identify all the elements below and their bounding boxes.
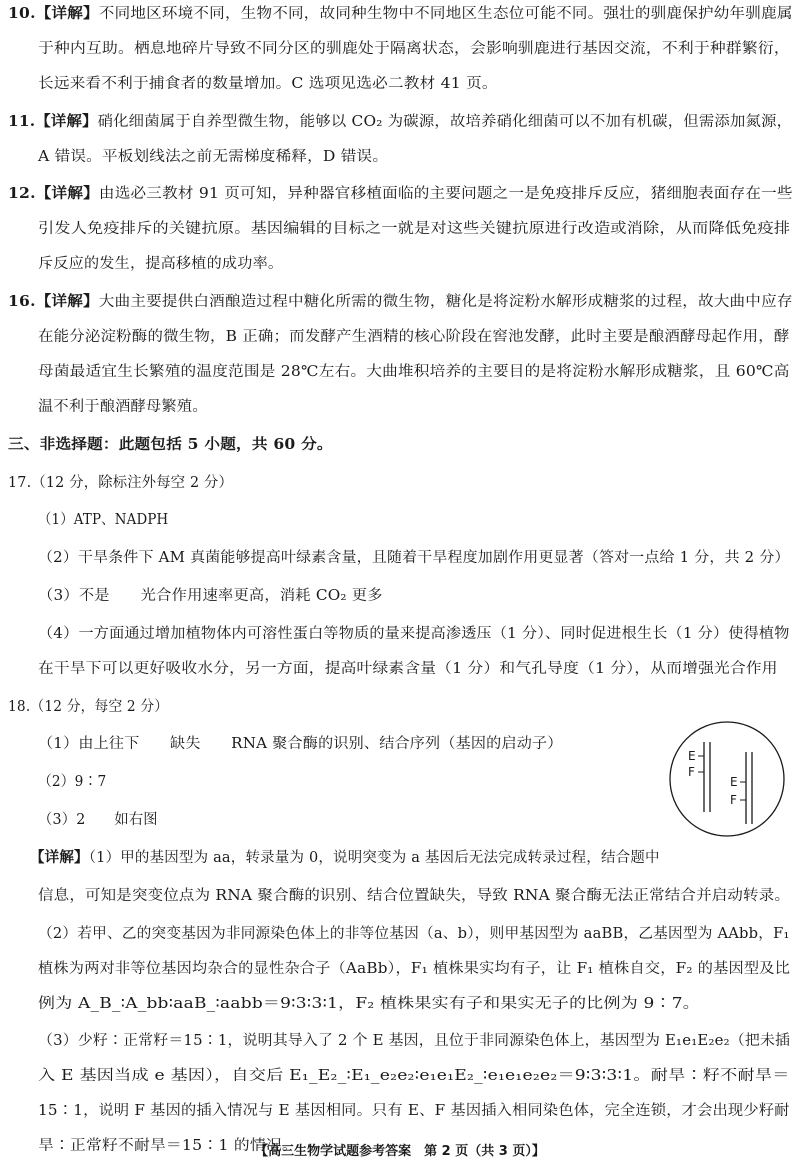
text-line: （3）不是 光合作用速率更高，消耗 CO₂ 更多 bbox=[38, 588, 383, 604]
chromosome-diagram bbox=[668, 720, 786, 838]
text-line: （3）2 如右图 bbox=[38, 812, 158, 828]
text-line: （4）一方面通过增加植物体内可溶性蛋白等物质的量来提高渗透压（1 分）、同时促进根生长（1 分）使得植物 bbox=[38, 626, 790, 642]
text-line: （1）由上往下 缺失 RNA 聚合酶的识别、结合序列（基因的启动子） bbox=[38, 736, 563, 752]
text-line: 例为 A_B_∶A_bb∶aaB_∶aabb＝9∶3∶3∶1，F₂ 植株果实有子和果实无子的比例为 9∶7。 bbox=[38, 996, 700, 1012]
text-line: 在干旱下可以更好吸收水分，另一方面，提高叶绿素含量（1 分）和气孔导度（1 分），从而增强光合作用 bbox=[38, 661, 778, 677]
text-line: 15∶1，说明 F 基因的插入情况与 E 基因相同。只有 E、F 基因插入相同染色体，完全连锁，才会出现少籽耐 bbox=[38, 1103, 790, 1119]
gene-label-e-2: E bbox=[730, 775, 738, 789]
explanation-tag: 12.【详解】 bbox=[8, 185, 99, 202]
explanation-tag: 16.【详解】 bbox=[8, 293, 99, 310]
text-line: 三、非选择题：此题包括 5 小题，共 60 分。 bbox=[8, 436, 333, 453]
text-line: 温不利于酿酒酵母繁殖。 bbox=[38, 399, 208, 415]
cell-outline bbox=[670, 722, 784, 836]
page-footer: 【高三生物学试题参考答案 第 2 页（共 3 页）】 bbox=[255, 1144, 545, 1159]
text-line: 长远来看不利于捕食者的数量增加。C 选项见选必二教材 41 页。 bbox=[38, 76, 498, 92]
explanation-text: 大曲主要提供白酒酿造过程中糖化所需的微生物，糖化是将淀粉水解形成糖浆的过程，故大曲中应存 bbox=[98, 294, 793, 310]
text-line bbox=[30, 848, 660, 868]
text-line: 引发人免疫排斥的关键抗原。基因编辑的目标之一就是对这些关键抗原进行改造或消除，从而降低免疫排 bbox=[38, 221, 791, 237]
text-line: 母菌最适宜生长繁殖的温度范围是 28℃左右。大曲堆积培养的主要目的是将淀粉水解形成糖浆，且 60℃高 bbox=[38, 364, 790, 380]
text-line: 信息，可知是突变位点为 RNA 聚合酶的识别、结合位置缺失，导致 RNA 聚合酶无法正常结合并启动转录。 bbox=[38, 888, 791, 904]
gene-label-f-2: F bbox=[730, 793, 737, 807]
explanation-text: 硝化细菌属于自养型微生物，能够以 CO₂ 为碳源，故培养硝化细菌可以不加有机碳，但需添加氮源， bbox=[97, 114, 793, 130]
text-line bbox=[8, 292, 793, 312]
text-line: （2）9∶7 bbox=[38, 774, 107, 790]
gene-label-f-1: F bbox=[688, 765, 695, 779]
text-line bbox=[8, 184, 793, 204]
explanation-text: 由选必三教材 91 页可知，异种器官移植面临的主要问题之一是免疫排斥反应，猪细胞表面存在一些 bbox=[98, 186, 793, 202]
text-line: 入 E 基因当成 e 基因），自交后 E₁_E₂_∶E₁_e₂e₂∶e₁e₁E₂_∶e₁e₁e₂e₂＝9∶3∶3∶1。耐旱∶籽不耐旱＝ bbox=[38, 1068, 790, 1084]
text-line: 17.（12 分，除标注外每空 2 分） bbox=[8, 475, 234, 491]
text-line: 植株为两对非等位基因均杂合的显性杂合子（AaBb），F₁ 植株果实均有子，让 F₁ 植株自交，F₂ 的基因型及比 bbox=[38, 961, 791, 977]
text-line: （2）若甲、乙的突变基因为非同源染色体上的非等位基因（a、b），则甲基因型为 aaBB，乙基因型为 AAbb，F₁ bbox=[38, 926, 790, 942]
text-line: （3）少籽∶正常籽＝15∶1，说明其导入了 2 个 E 基因，且位于非同源染色体上，基因型为 E₁e₁E₂e₂（把未插 bbox=[38, 1033, 791, 1049]
explanation-tag: 【详解】 bbox=[30, 849, 89, 866]
text-line: （1）ATP、NADPH bbox=[38, 512, 169, 528]
text-line bbox=[8, 112, 792, 132]
text-line bbox=[8, 4, 793, 24]
text-line: 在能分泌淀粉酶的微生物，B 正确；而发酵产生酒精的核心阶段在窖池发酵，此时主要是酿酒酵母起作用，酵 bbox=[38, 329, 790, 345]
text-line: 18.（12 分，每空 2 分） bbox=[8, 699, 169, 715]
text-line: 于种内互助。栖息地碎片导致不同分区的驯鹿处于隔离状态，会影响驯鹿进行基因交流，不利于种群繁衍， bbox=[38, 41, 790, 57]
text-line: 斥反应的发生，提高移植的成功率。 bbox=[38, 256, 284, 272]
explanation-tag: 10.【详解】 bbox=[8, 5, 99, 22]
gene-label-e-1: E bbox=[688, 749, 696, 763]
text-line: A 错误。平板划线法之前无需梯度稀释，D 错误。 bbox=[38, 149, 389, 165]
text-line: （2）干旱条件下 AM 真菌能够提高叶绿素含量，且随着干旱程度加剧作用更显著（答对一点给 1 分，共 2 分） bbox=[38, 550, 790, 566]
explanation-tag: 11.【详解】 bbox=[8, 113, 98, 130]
explanation-text: 不同地区环境不同，生物不同，故同种生物中不同地区生态位可能不同。强壮的驯鹿保护幼年驯鹿属 bbox=[98, 6, 793, 22]
text-line: 旱∶正常籽不耐旱＝15∶1 的情况。 bbox=[38, 1138, 298, 1154]
explanation-text: （1）甲的基因型为 aa，转录量为 0，说明突变为 a 基因后无法完成转录过程，结合题中 bbox=[88, 850, 660, 866]
